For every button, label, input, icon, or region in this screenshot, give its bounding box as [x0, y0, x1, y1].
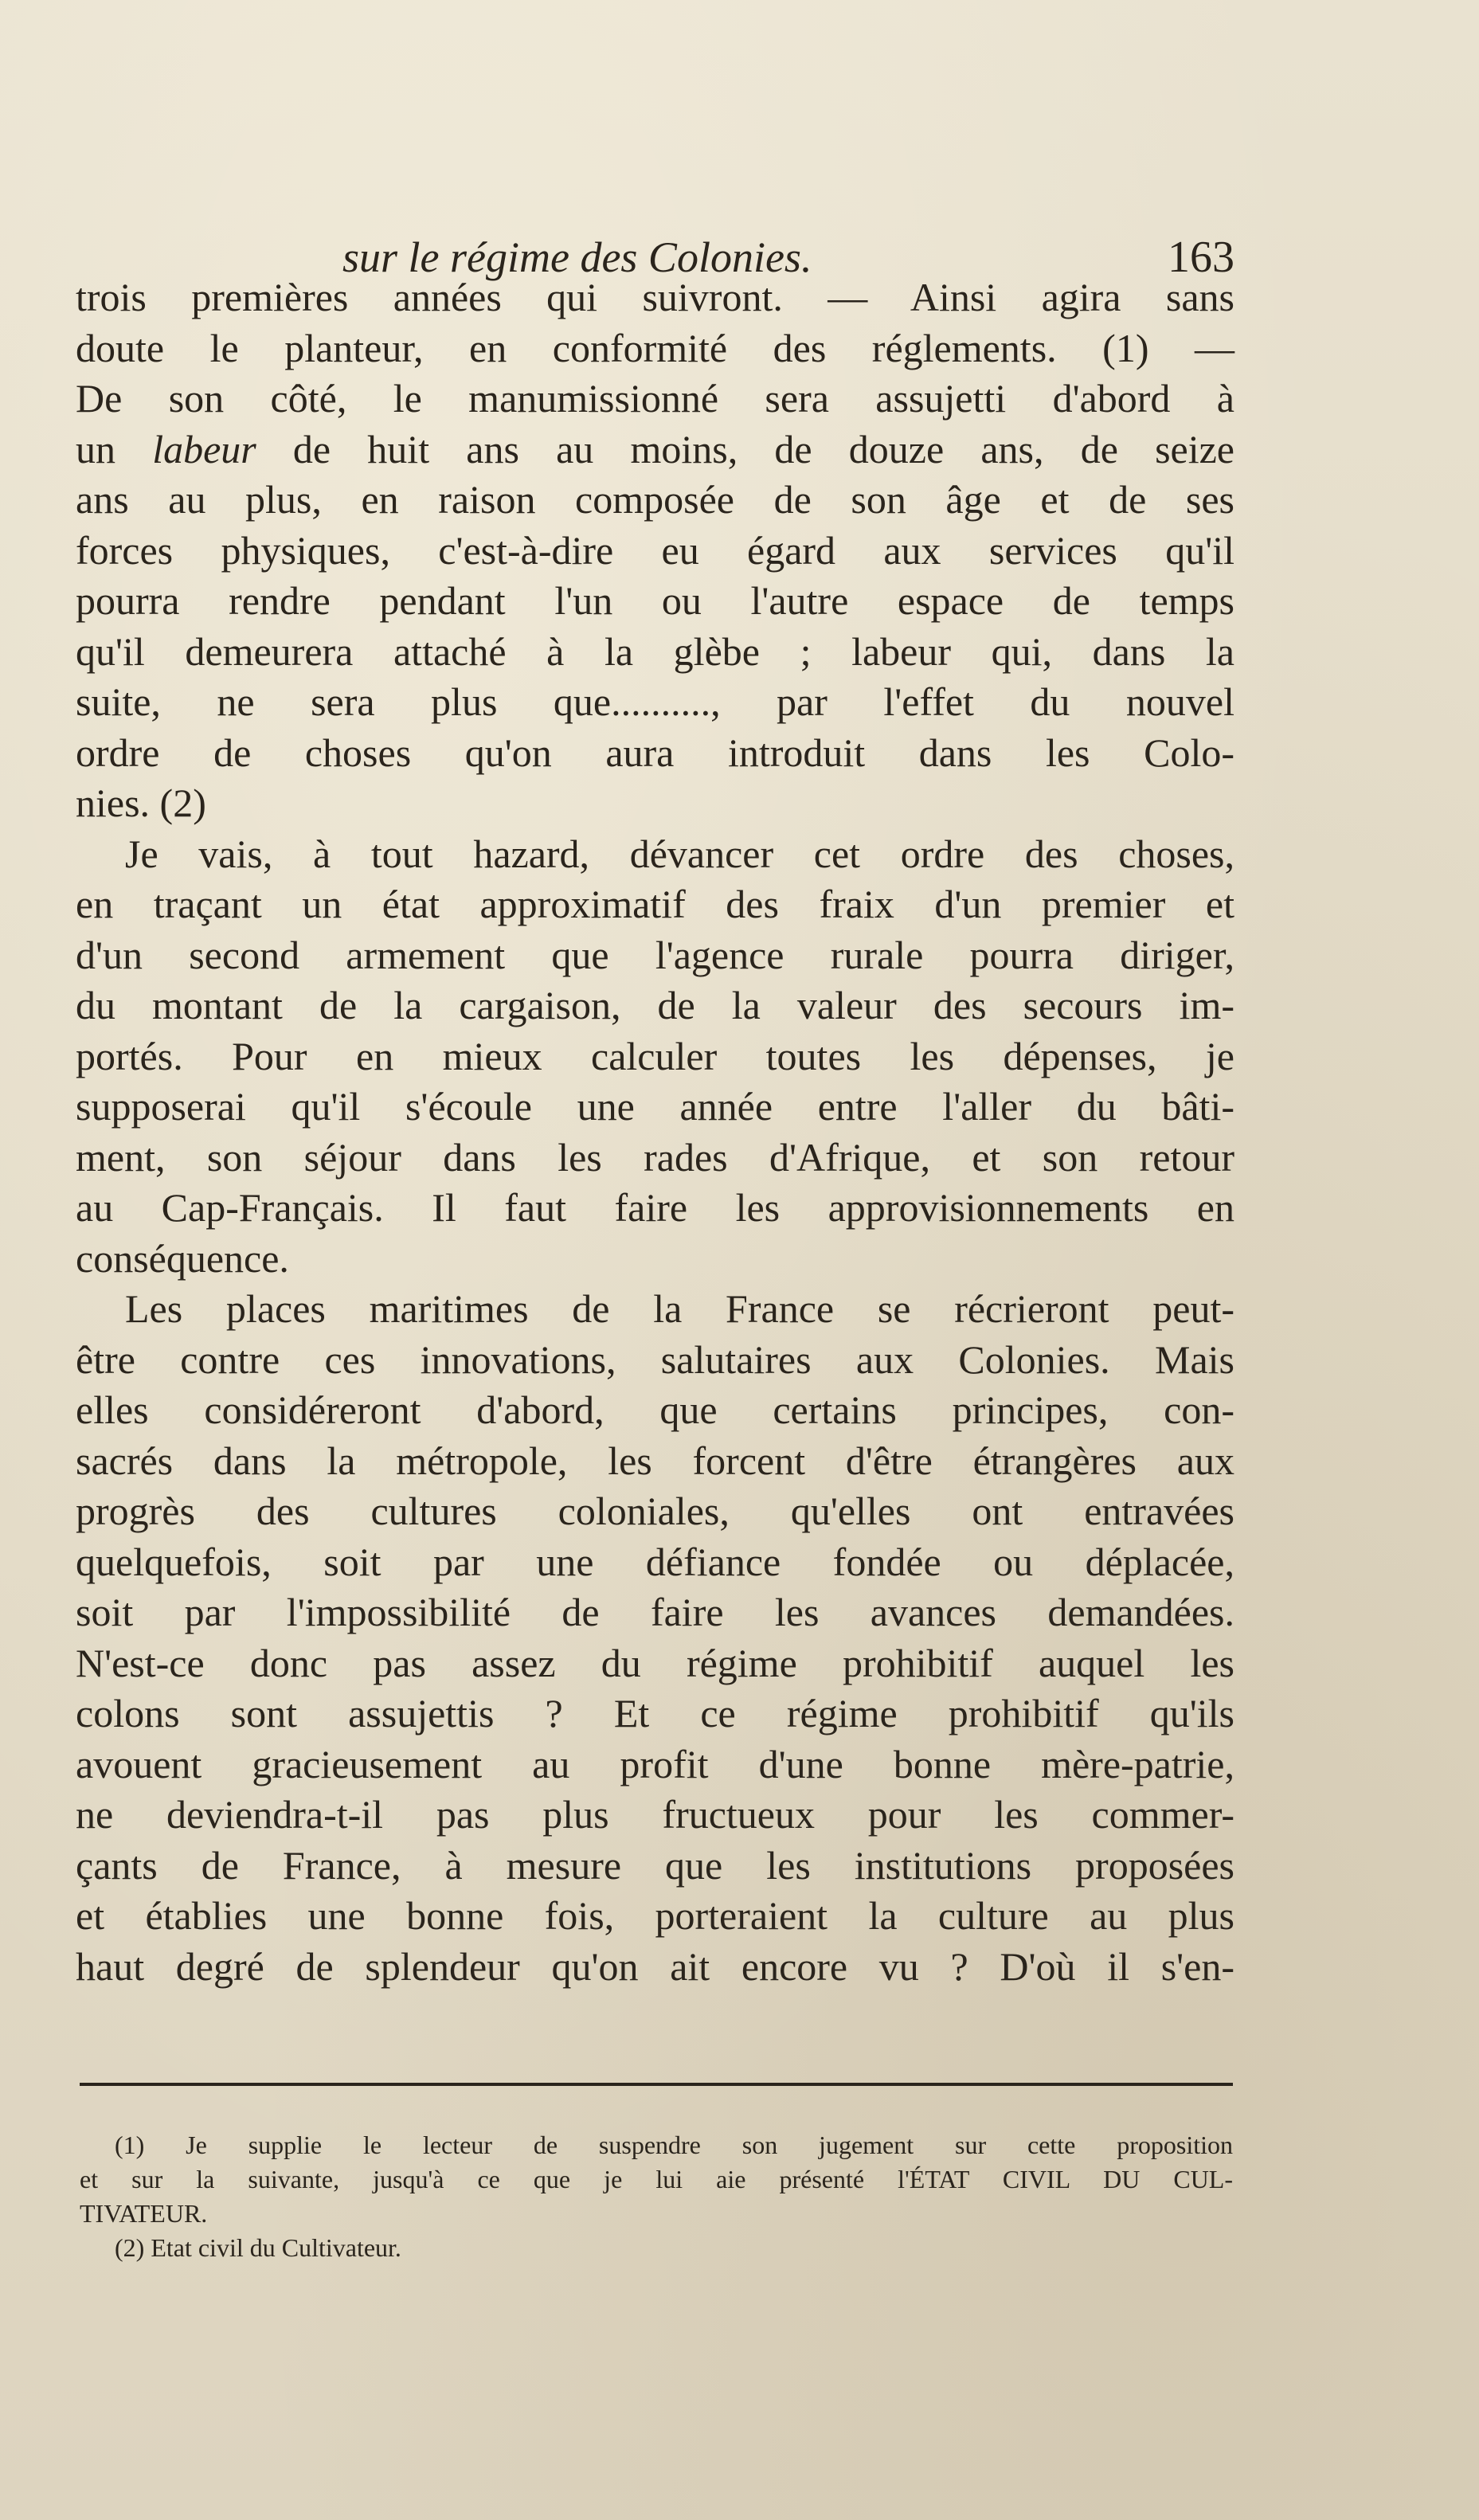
italic-word: labeur: [152, 426, 256, 472]
page-number: 163: [1168, 233, 1234, 282]
footnote-divider: [80, 2083, 1233, 2086]
text-line: [76, 425, 1234, 475]
text-line: ordre de choses qu'on aura introduit dans les Colo-: [76, 730, 1234, 775]
text-line: soit par l'impossibilité de faire les avances demandées.: [76, 1590, 1234, 1634]
text-line: colons sont assujettis ? Et ce régime prohibitif qu'ils: [76, 1691, 1234, 1735]
text-line: haut degré de splendeur qu'on ait encore vu ? D'où il s'en-: [76, 1943, 1234, 1989]
text-line: Les places maritimes de la France se récrieront peut-: [125, 1286, 1234, 1331]
text-line: qu'il demeurera attaché à la glèbe ; labeur qui, dans la: [76, 628, 1234, 674]
text-line: et établies une bonne fois, porteraient la culture au plus: [76, 1893, 1234, 1938]
text-line: du montant de la cargaison, de la valeur des secours im-: [76, 983, 1234, 1027]
text-line: N'est-ce donc pas assez du régime prohibitif auquel les: [76, 1640, 1234, 1685]
text-fragment: de huit ans au moins, de douze ans, de seize: [292, 426, 1235, 472]
text-line: conséquence.: [76, 1235, 289, 1281]
text-line: pourra rendre pendant l'un ou l'autre espace de temps: [76, 578, 1234, 623]
text-line: au Cap-Français. Il faut faire les approvisionnements en: [76, 1185, 1234, 1230]
footnotes: [80, 2128, 1233, 2265]
text-line: nies. (2): [76, 781, 206, 825]
text-line: trois premières années qui suivront. — Ainsi agira sans: [76, 275, 1234, 319]
text-line: supposerai qu'il s'écoule une année entre l'aller du bâti-: [76, 1084, 1234, 1129]
text-line: d'un second armement que l'agence rurale pourra diriger,: [76, 932, 1234, 977]
text-line: sacrés dans la métropole, les forcent d'être étrangères aux: [76, 1438, 1234, 1483]
text-line: portés. Pour en mieux calculer toutes les dépenses, je: [76, 1033, 1234, 1078]
text-fragment: un: [76, 426, 115, 472]
text-line: avouent gracieusement au profit d'une bonne mère-patrie,: [76, 1741, 1234, 1786]
text-line: çants de France, à mesure que les institutions proposées: [76, 1842, 1234, 1888]
text-line: quelquefois, soit par une défiance fondée ou déplacée,: [76, 1539, 1234, 1584]
body-text: [76, 272, 1234, 1992]
text-line: elles considéreront d'abord, que certains principes, con-: [76, 1387, 1234, 1432]
text-line: ne deviendra-t-il pas plus fructueux pour les commer-: [76, 1792, 1234, 1837]
text-line: être contre ces innovations, salutaires aux Colonies. Mais: [76, 1336, 1234, 1382]
running-title: sur le régime des Colonies.: [342, 233, 812, 281]
text-line: De son côté, le manumissionné sera assujetti d'abord à: [76, 376, 1234, 421]
text-line: forces physiques, c'est-à-dire eu égard aux services qu'il: [76, 527, 1234, 573]
footnote-line: et sur la suivante, jusqu'à ce que je lui aie présenté l'ÉTAT CIVIL DU CUL-: [80, 2165, 1233, 2193]
text-line: suite, ne sera plus que.........., par l'effet du nouvel: [76, 679, 1234, 724]
footnote-line: (2) Etat civil du Cultivateur.: [115, 2233, 401, 2262]
text-line: Je vais, à tout hazard, dévancer cet ordre des choses,: [125, 831, 1234, 876]
text-line: en traçant un état approximatif des fraix d'un premier et: [76, 882, 1234, 926]
text-line: doute le planteur, en conformité des réglements. (1) —: [76, 325, 1234, 370]
text-line: ans au plus, en raison composée de son âge et de ses: [76, 477, 1234, 522]
text-line: ment, son séjour dans les rades d'Afrique, et son retour: [76, 1134, 1234, 1180]
footnote-line: TIVATEUR.: [80, 2199, 208, 2228]
footnote-line: (1) Je supplie le lecteur de suspendre son jugement sur cette proposition: [115, 2131, 1233, 2159]
text-line: progrès des cultures coloniales, qu'elles ont entravées: [76, 1489, 1234, 1533]
